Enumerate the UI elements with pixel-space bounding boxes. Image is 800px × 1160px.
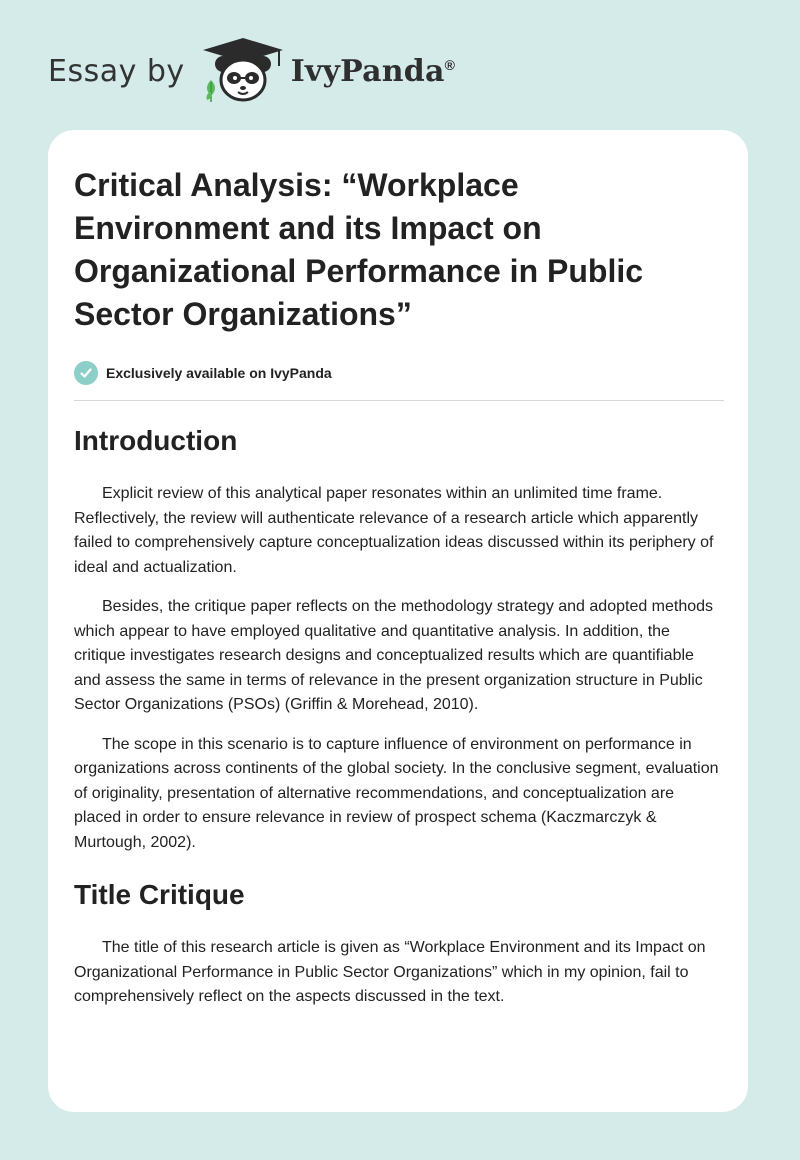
article-title: Critical Analysis: “Workplace Environment and its Impact on Organizational Performance in Public Sector Organizations” — [74, 167, 644, 332]
exclusive-badge — [74, 358, 722, 388]
panda-graduate-logo-icon[interactable] — [199, 36, 287, 106]
divider — [74, 400, 724, 401]
site-header — [48, 36, 455, 106]
check-circle-icon — [74, 361, 98, 385]
section-heading-introduction: Introduction — [74, 425, 238, 456]
paragraph: Besides, the critique paper reflects on the methodology strategy and adopted methods which appear to have employed qualitative and quantitative analysis. In addition, the critique investigates research designs and conceptualized results which are quantifiable and assess the same in terms of relevance in the present organization structure in Public Sector Organizations (PSOs) (Griffin & Morehead, 2010). — [74, 598, 714, 713]
paragraph: The title of this research article is given as “Workplace Environment and its Impact on Organizational Performance in Public Sector Organizations” which in my opinion, fail to comprehensively reflect on the aspects discussed in the text. — [74, 939, 706, 1005]
brand-name[interactable]: IvyPanda® — [290, 53, 456, 89]
paragraph: The scope in this scenario is to capture influence of environment on performance in organizations across continents of the global society. In the conclusive segment, evaluation of originality, presentation of alternative recommendations, and conceptualization are placed in order to ensure relevance in review of prospect schema (Kaczmarczyk & Murtough, 2002). — [74, 735, 719, 851]
essay-by-label: Essay by — [48, 53, 185, 89]
section-heading-title-critique: Title Critique — [74, 879, 245, 910]
paragraph: Explicit review of this analytical paper resonates within an unlimited time frame. Reflectively, the review will authenticate relevance of a research article which apparently failed to comprehensively capture conceptualization ideas discussed within its periphery of ideal and actualization. — [74, 485, 714, 576]
article-card — [48, 130, 748, 1112]
exclusive-badge-label: Exclusively available on IvyPanda — [106, 365, 332, 381]
